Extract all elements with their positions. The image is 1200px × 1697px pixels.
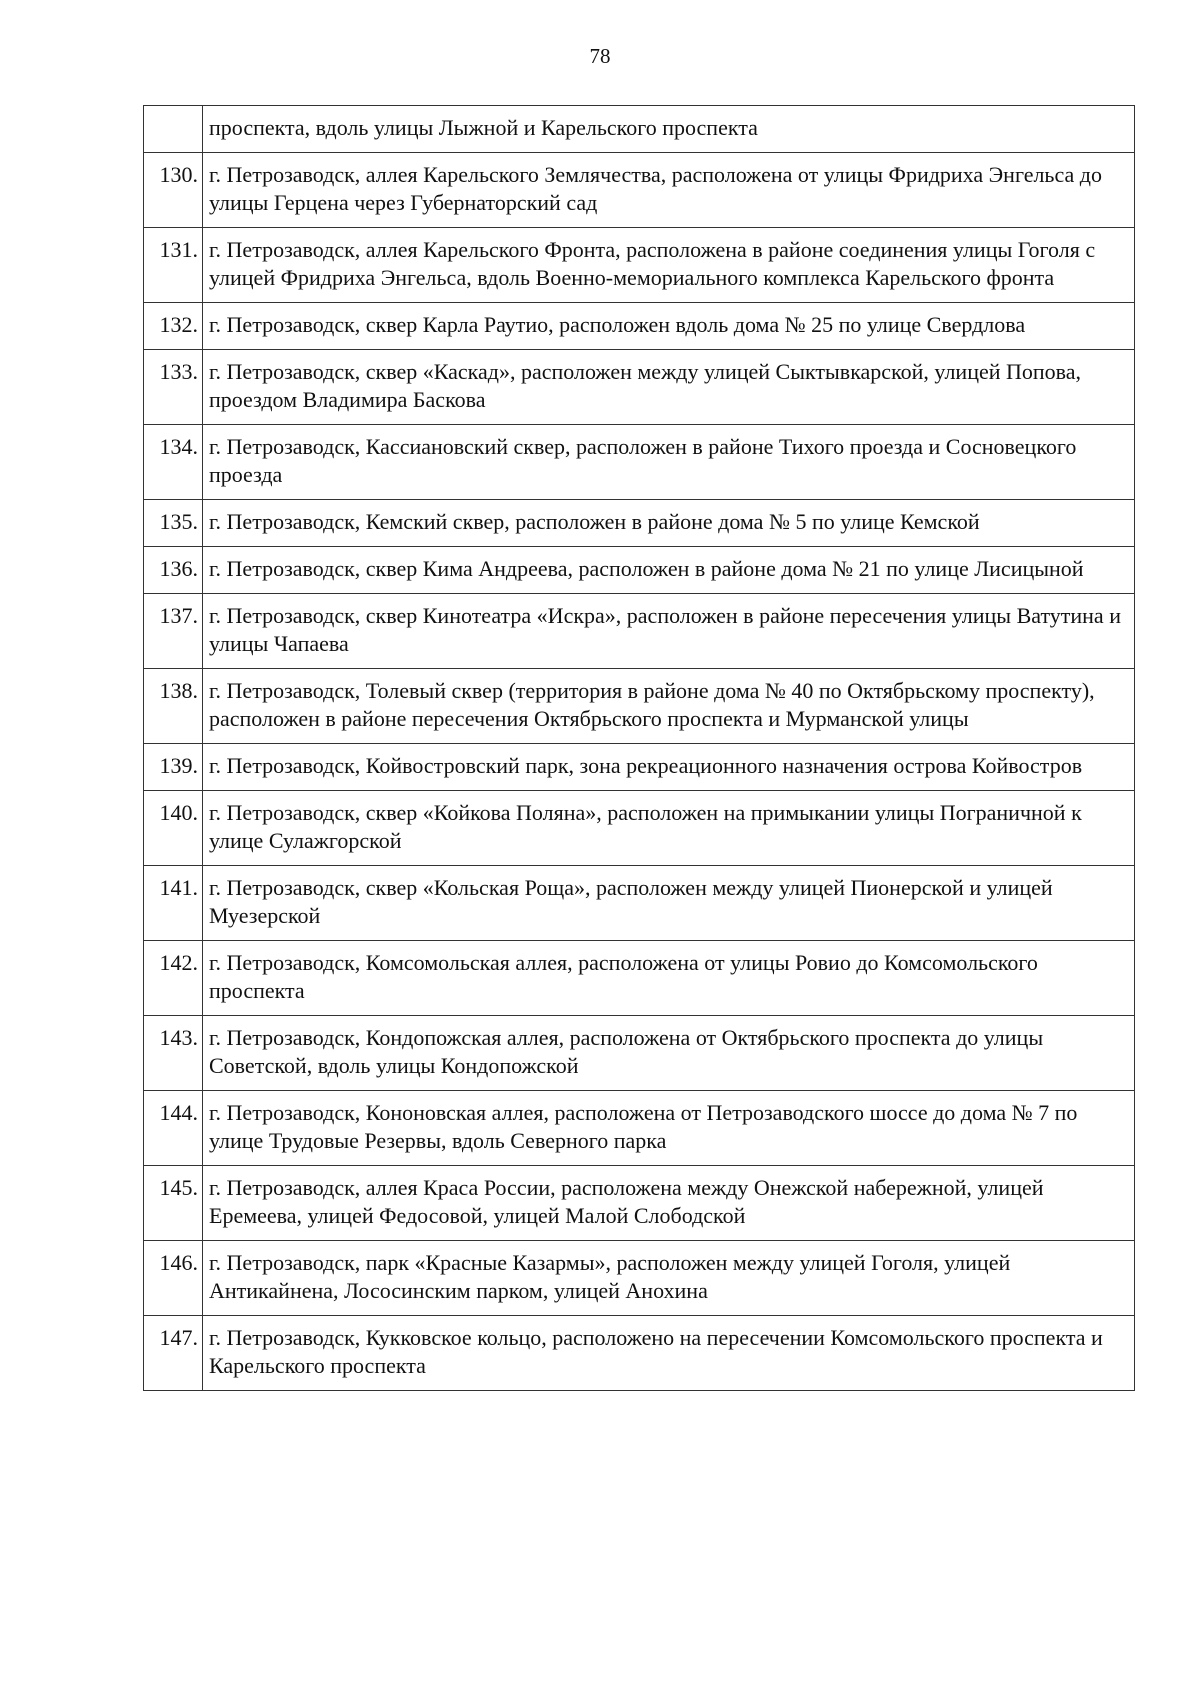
table-row — [144, 425, 1135, 500]
row-description: г. Петрозаводск, Койвостровский парк, зона рекреационного назначения острова Койвостров — [203, 744, 1135, 791]
table-row — [144, 594, 1135, 669]
table-row — [144, 866, 1135, 941]
row-description: г. Петрозаводск, сквер «Каскад», расположен между улицей Сыктывкарской, улицей Попова, проездом Владимира Баскова — [203, 350, 1135, 425]
table-row — [144, 744, 1135, 791]
row-number: 135. — [144, 500, 203, 547]
row-description: проспекта, вдоль улицы Лыжной и Карельского проспекта — [203, 106, 1135, 153]
row-number: 134. — [144, 425, 203, 500]
row-description: г. Петрозаводск, Кукковское кольцо, расположено на пересечении Комсомольского проспекта и Карельского проспекта — [203, 1316, 1135, 1391]
row-description: г. Петрозаводск, Кононовская аллея, расположена от Петрозаводского шоссе до дома № 7 по улице Трудовые Резервы, вдоль Северного парка — [203, 1091, 1135, 1166]
row-description: г. Петрозаводск, Кемский сквер, расположен в районе дома № 5 по улице Кемской — [203, 500, 1135, 547]
table-row — [144, 941, 1135, 1016]
table-row — [144, 303, 1135, 350]
row-number: 145. — [144, 1166, 203, 1241]
row-description: г. Петрозаводск, аллея Карельского Фронта, расположена в районе соединения улицы Гоголя с улицей Фридриха Энгельса, вдоль Военно-мемориального комплекса Карельского фронта — [203, 228, 1135, 303]
row-number: 142. — [144, 941, 203, 1016]
row-description: г. Петрозаводск, сквер «Кольская Роща», расположен между улицей Пионерской и улицей Муезерской — [203, 866, 1135, 941]
table-row — [144, 1091, 1135, 1166]
table-row — [144, 106, 1135, 153]
row-description: г. Петрозаводск, сквер «Койкова Поляна», расположен на примыкании улицы Пограничной к улице Сулажгорской — [203, 791, 1135, 866]
table-row — [144, 153, 1135, 228]
table-row — [144, 350, 1135, 425]
row-number: 132. — [144, 303, 203, 350]
row-number: 131. — [144, 228, 203, 303]
row-description: г. Петрозаводск, сквер Кинотеатра «Искра», расположен в районе пересечения улицы Ватутина и улицы Чапаева — [203, 594, 1135, 669]
row-number: 144. — [144, 1091, 203, 1166]
row-number: 141. — [144, 866, 203, 941]
row-number: 137. — [144, 594, 203, 669]
row-description: г. Петрозаводск, Толевый сквер (территория в районе дома № 40 по Октябрьскому проспекту), расположен в районе пересечения Октябрьского проспекта и Мурманской улицы — [203, 669, 1135, 744]
row-description: г. Петрозаводск, Кассиановский сквер, расположен в районе Тихого проезда и Сосновецкого проезда — [203, 425, 1135, 500]
row-number — [144, 106, 203, 153]
row-description: г. Петрозаводск, аллея Карельского Землячества, расположена от улицы Фридриха Энгельса до улицы Герцена через Губернаторский сад — [203, 153, 1135, 228]
table-row — [144, 1316, 1135, 1391]
table-row — [144, 669, 1135, 744]
row-description: г. Петрозаводск, Кондопожская аллея, расположена от Октябрьского проспекта до улицы Советской, вдоль улицы Кондопожской — [203, 1016, 1135, 1091]
table-row — [144, 500, 1135, 547]
table-row — [144, 1016, 1135, 1091]
row-number: 146. — [144, 1241, 203, 1316]
table-row — [144, 791, 1135, 866]
registry-table — [143, 105, 1135, 1391]
table-row — [144, 228, 1135, 303]
page-number: 78 — [589, 44, 611, 68]
table-row — [144, 547, 1135, 594]
row-description: г. Петрозаводск, Комсомольская аллея, расположена от улицы Ровио до Комсомольского проспекта — [203, 941, 1135, 1016]
row-number: 147. — [144, 1316, 203, 1391]
row-number: 139. — [144, 744, 203, 791]
row-description: г. Петрозаводск, аллея Краса России, расположена между Онежской набережной, улицей Еремеева, улицей Федосовой, улицей Малой Слободской — [203, 1166, 1135, 1241]
table-row — [144, 1166, 1135, 1241]
row-number: 133. — [144, 350, 203, 425]
row-number: 136. — [144, 547, 203, 594]
row-description: г. Петрозаводск, сквер Карла Раутио, расположен вдоль дома № 25 по улице Свердлова — [203, 303, 1135, 350]
row-description: г. Петрозаводск, сквер Кима Андреева, расположен в районе дома № 21 по улице Лисицыной — [203, 547, 1135, 594]
table-row — [144, 1241, 1135, 1316]
row-number: 130. — [144, 153, 203, 228]
row-number: 143. — [144, 1016, 203, 1091]
row-description: г. Петрозаводск, парк «Красные Казармы», расположен между улицей Гоголя, улицей Антикайнена, Лососинским парком, улицей Анохина — [203, 1241, 1135, 1316]
row-number: 138. — [144, 669, 203, 744]
row-number: 140. — [144, 791, 203, 866]
